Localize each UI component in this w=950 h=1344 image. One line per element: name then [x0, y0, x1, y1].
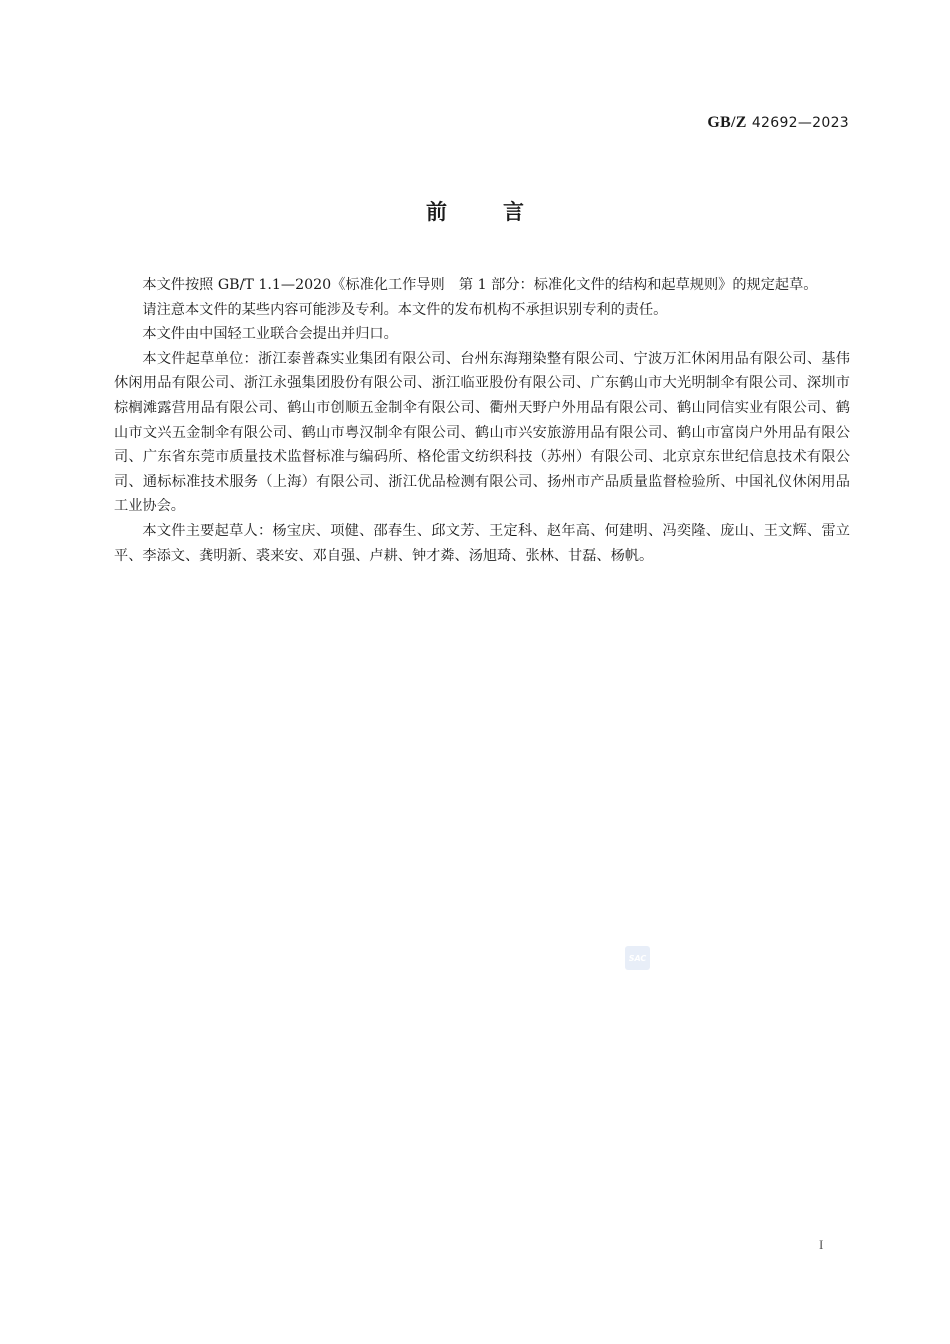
title-char-2: 言 [503, 200, 524, 224]
page-title [0, 196, 950, 226]
standard-code: 42692—2023 [751, 115, 849, 131]
paragraph-patent-notice: 请注意本文件的某些内容可能涉及专利。本文件的发布机构不承担识别专利的责任。 [142, 301, 668, 318]
foreword-body [114, 273, 850, 568]
standard-number [707, 113, 849, 132]
paragraph-drafting-organizations: 本文件起草单位：浙江泰普森实业集团有限公司、台州东海翔染整有限公司、宁波万汇休闲用品有限公司、基伟休闲用品有限公司、浙江永强集团股份有限公司、浙江临亚股份有限公司、广东鹤山市大光明制伞有限公司、深圳市棕榈滩露营用品有限公司、鹤山市创顺五金制伞有限公司、衢州天野户外用品有限公司、鹤山同信实业有限公司、鹤山市文兴五金制伞有限公司、鹤山市粤汉制伞有限公司、鹤山市兴安旅游用品有限公司、鹤山市富岗户外用品有限公司、广东省东莞市质量技术监督标准与编码所、格伦雷文纺织科技（苏州）有限公司、北京京东世纪信息技术有限公司、通标标准技术服务（上海）有限公司、浙江优品检测有限公司、扬州市产品质量监督检验所、中国礼仪休闲用品工业协会。 [114, 350, 850, 515]
watermark-text: SAC [628, 953, 647, 963]
sac-watermark-logo [625, 946, 650, 970]
page-number: I [819, 1237, 824, 1252]
title-char-1: 前 [426, 200, 447, 224]
paragraph-proposer: 本文件由中国轻工业联合会提出并归口。 [142, 326, 398, 343]
paragraph-drafting-rules: 本文件按照 GB/T 1.1—2020《标准化工作导则 第 1 部分：标准化文件的结构和起草规则》的规定起草。 [142, 277, 818, 293]
paragraph-drafters: 本文件主要起草人：杨宝庆、项健、邵春生、邱文芳、王定科、赵年高、何建明、冯奕隆、庞山、王文辉、雷立平、李添文、龚明新、裘来安、邓自强、卢耕、钟才粦、汤旭琦、张林、甘磊、杨帆。 [114, 522, 850, 564]
standard-prefix: GB/Z [707, 114, 747, 131]
